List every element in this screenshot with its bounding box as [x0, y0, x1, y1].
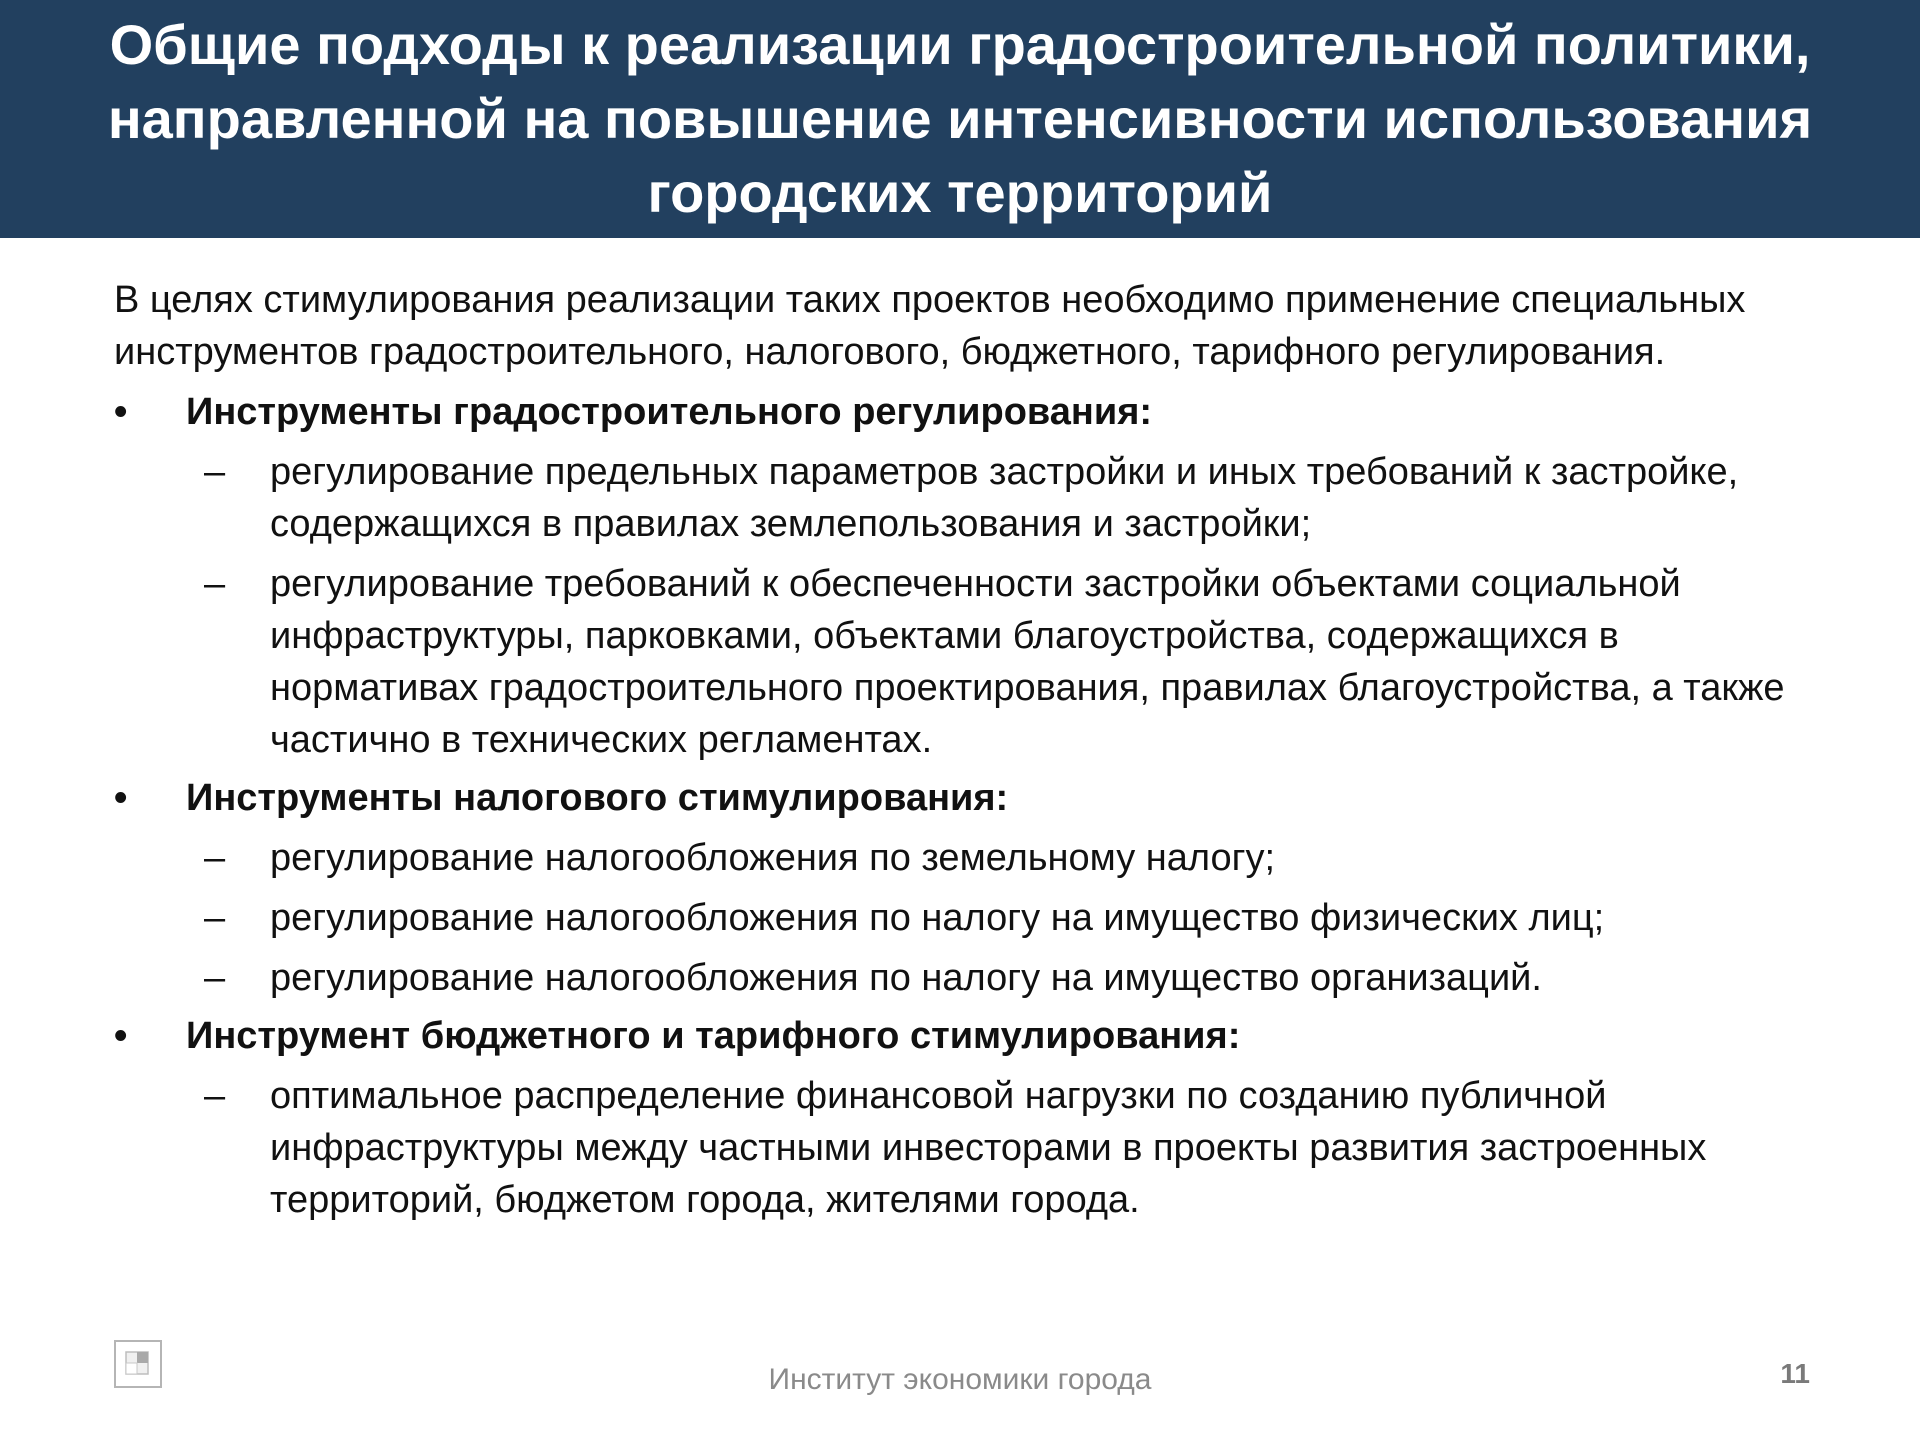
- section-heading: Инструмент бюджетного и тарифного стимулирования:: [186, 1015, 1241, 1057]
- dash-marker: –: [204, 957, 226, 999]
- bullet-marker: •: [114, 391, 128, 433]
- section-heading: Инструменты налогового стимулирования:: [186, 777, 1009, 819]
- list-item: [204, 832, 1814, 884]
- list-item-text: регулирование предельных параметров застройки и иных требований к застройке, содержащихся в правилах землепользования и застройки;: [270, 451, 1739, 545]
- section-heading: Инструменты градостроительного регулирования:: [186, 391, 1153, 433]
- section-items: [114, 446, 1814, 766]
- section-items: [114, 1070, 1814, 1226]
- list-item-text: регулирование требований к обеспеченности застройки объектами социальной инфраструктуры, парковками, объектами благоустройства, содержащихся в нормативах градостроительного проектирования, правилах благоустройства, а также частично в технических регламентах.: [270, 563, 1785, 761]
- list-item-text: регулирование налогообложения по земельному налогу;: [270, 837, 1276, 879]
- list-item-text: регулирование налогообложения по налогу на имущество физических лиц;: [270, 897, 1605, 939]
- dash-marker: –: [204, 451, 226, 493]
- list-item: [204, 558, 1814, 766]
- section-urban-planning: [114, 386, 1814, 766]
- section-budget-tariff: [114, 1010, 1814, 1226]
- title-bar: [0, 0, 1920, 238]
- list-item-text: регулирование налогообложения по налогу на имущество организаций.: [270, 957, 1542, 999]
- dash-marker: –: [204, 837, 226, 879]
- section-heading-row: [114, 1010, 1814, 1062]
- instrument-sections: [114, 386, 1814, 1226]
- slide-body: [114, 274, 1814, 1226]
- dash-marker: –: [204, 897, 226, 939]
- list-item: [204, 1070, 1814, 1226]
- bullet-marker: •: [114, 1015, 128, 1057]
- section-items: [114, 832, 1814, 1004]
- list-item: [204, 446, 1814, 550]
- slide-title: Общие подходы к реализации градостроительной политики, направленной на повышение интенсивности использования городских территорий: [107, 13, 1813, 224]
- section-heading-row: [114, 772, 1814, 824]
- intro-paragraph: В целях стимулирования реализации таких проектов необходимо применение специальных инструментов градостроительного, налогового, бюджетного, тарифного регулирования.: [114, 279, 1746, 373]
- list-item-text: оптимальное распределение финансовой нагрузки по созданию публичной инфраструктуры между частными инвесторами в проекты развития застроенных территорий, бюджетом города, жителями города.: [270, 1075, 1707, 1221]
- section-tax: [114, 772, 1814, 1004]
- footer-organization: Институт экономики города: [768, 1363, 1152, 1396]
- dash-marker: –: [204, 563, 226, 605]
- list-item: [204, 892, 1814, 944]
- bullet-marker: •: [114, 777, 128, 819]
- list-item: [204, 952, 1814, 1004]
- page-number: 11: [1780, 1358, 1810, 1389]
- dash-marker: –: [204, 1075, 226, 1117]
- section-heading-row: [114, 386, 1814, 438]
